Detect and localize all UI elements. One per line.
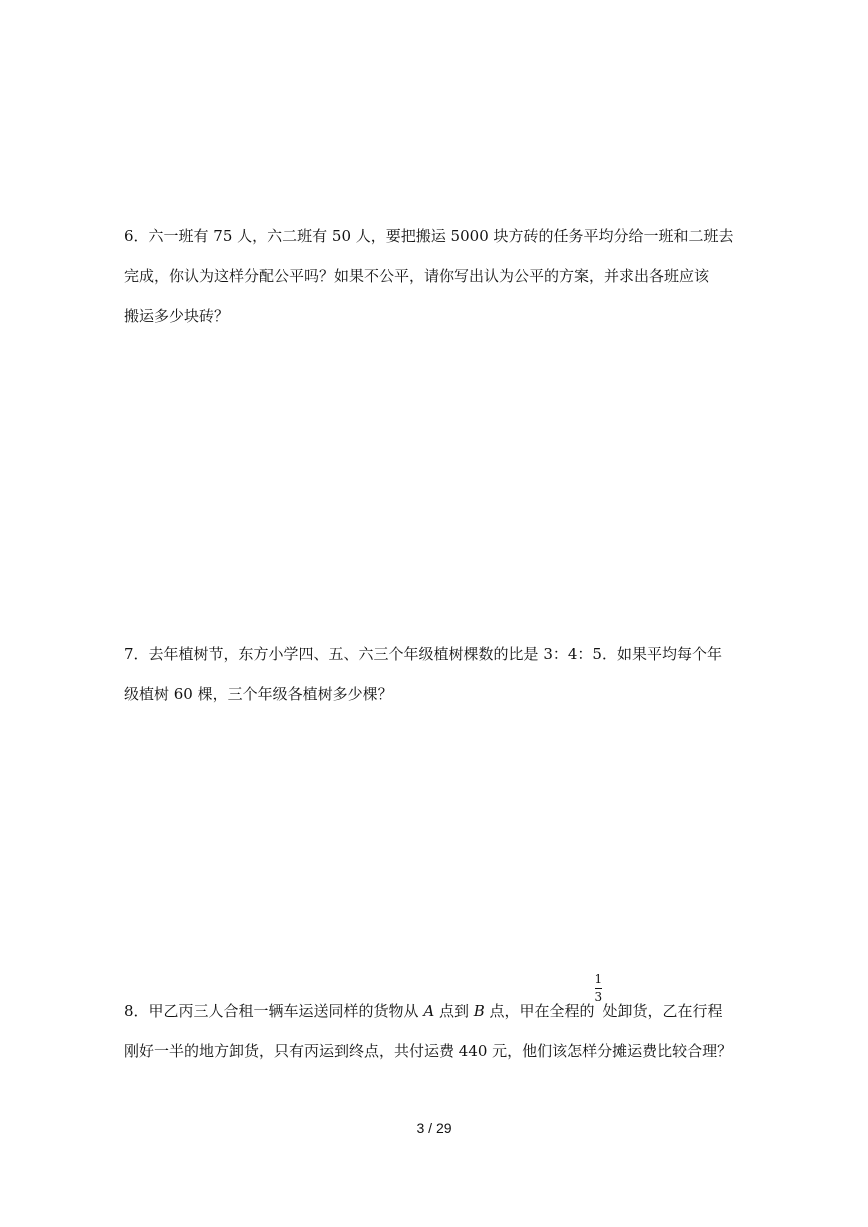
fraction-one-third — [594, 972, 603, 1016]
page-number: 3 / 29 — [416, 1120, 452, 1136]
question-8-text-d: 处卸货，乙在行程 — [602, 1002, 723, 1020]
question-8-line-2: 刚好一半的地方卸货，只有丙运到终点，共付运费 440 元，他们该怎样分摊运费比较合理？ — [124, 1042, 733, 1060]
question-8 — [124, 972, 764, 1071]
fraction-bar — [595, 988, 602, 989]
question-6-line-1: 6．六一班有 75 人，六二班有 50 人，要把搬运 5000 块方砖的任务平均分给一班和二班去 — [124, 227, 734, 245]
fraction-numerator: 1 — [594, 972, 603, 986]
question-8-text-a: 8．甲乙丙三人合租一辆车运送同样的货物从 — [124, 1002, 424, 1020]
fraction-denominator: 3 — [594, 990, 603, 1004]
question-8-text-b: 点到 — [434, 1002, 474, 1020]
question-6-line-2: 完成，你认为这样分配公平吗？如果不公平，请你写出认为公平的方案，并求出各班应该 — [124, 267, 710, 285]
point-a-label: A — [423, 1002, 435, 1020]
question-8-text-c: 点，甲在全程的 — [484, 1002, 595, 1020]
question-6-line-3: 搬运多少块砖？ — [124, 307, 230, 325]
question-6 — [124, 216, 764, 336]
question-7 — [124, 634, 764, 714]
question-8-line-1 — [124, 972, 764, 1031]
question-7-line-1: 7．去年植树节，东方小学四、五、六三个年级植树棵数的比是 3：4：5．如果平均每个年 — [124, 645, 722, 663]
question-7-line-2: 级植树 60 棵，三个年级各植树多少棵？ — [124, 685, 393, 703]
point-b-label: B — [473, 1002, 485, 1020]
